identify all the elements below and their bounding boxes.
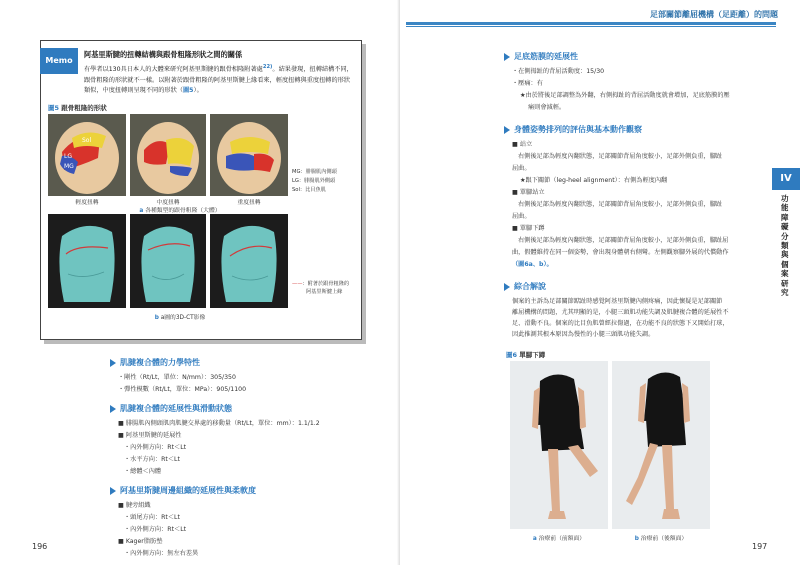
ct-image-moderate bbox=[130, 214, 206, 308]
section-heading-plantar: 足底筋膜的延展性 bbox=[504, 51, 578, 62]
chapter-title-vertical: 功能障礙分類與個案研究 bbox=[781, 194, 789, 298]
cadaver-photo-severe bbox=[210, 114, 288, 196]
ct-image-mild bbox=[48, 214, 126, 308]
text-line: ・在側拇趾的背屈活動度：15/30 bbox=[512, 68, 605, 75]
arrow-icon bbox=[110, 487, 116, 495]
text-line: 曲，假體維持在同一個姿勢，會出現身體朝右側彎。左側觀察腳外展的代償動作 bbox=[512, 249, 729, 256]
running-header: 足部關節離屈機構（足距離）的問題 bbox=[650, 10, 778, 19]
muscle-legend: MG：腓腸肌內側頭 LG：腓腸肌外側頭 Sol：比目魚肌 bbox=[292, 169, 337, 193]
memo-body: 有學者以130具日本人的大體來研究阿基里斯腱的跟骨相隆附著處$^{22)}$。結果發現，扭轉結構不同，跟骨粗隆的形狀就不一樣。以附著於跟骨粗隆的阿基里斯腱上緣看來，輕度扭轉與重度扭轉的形狀類似，中度扭轉則呈現不同的形狀（圖5）。 bbox=[84, 64, 353, 95]
section-heading-mechanical: 肌腱複合體的力學特性 bbox=[110, 357, 200, 368]
caption-a: a 各種類型的跟骨粗隆（大體） bbox=[139, 208, 221, 214]
text-line: ・壓痛：有 bbox=[512, 80, 543, 87]
caption-b: b a圖的3D-CT影像 bbox=[154, 315, 206, 321]
text-line: 右側後足部為輕度內翻狀態，足部關節背屈角度較小，足部外側負重，腳趾 bbox=[518, 153, 723, 160]
text-line: 右側後足部為輕度內翻狀態，足部關節背屈角度較小，足部外側負重，腳趾 bbox=[518, 201, 723, 208]
memo-tag: Memo bbox=[40, 48, 78, 74]
text-line: ■ Kager脂肪墊 bbox=[118, 538, 163, 545]
text-line: ★跟下關節（leg-heel alignment）：右側為輕度內翻 bbox=[520, 177, 668, 184]
text-line: ★由於將後足部調整為外翻，右側拇趾的背屈活動度就會增加，足底筋膜的壓 bbox=[520, 92, 730, 99]
text-line: 痛則會減輕。 bbox=[528, 104, 566, 111]
section-heading-posture: 身體姿勢排列的評估與基本動作觀察 bbox=[504, 124, 642, 135]
text-line: ■ 腱旁組織 bbox=[118, 502, 151, 509]
text-line: 右側後足部為輕度內翻狀態，足部關節背屈角度較小，足部外側負重，腳趾屈 bbox=[518, 237, 729, 244]
arrow-icon bbox=[504, 53, 510, 61]
section-heading-summary: 綜合解說 bbox=[504, 281, 546, 292]
fig6-caption-a: a 治療前（前額面） bbox=[532, 536, 586, 542]
svg-text:Sol: Sol bbox=[82, 137, 92, 144]
squat-photo-front bbox=[510, 361, 608, 529]
text-line: ・頭尾方向：Rt＜Lt bbox=[124, 514, 180, 521]
text-line: ・水平方向：Rt＜Lt bbox=[124, 456, 180, 463]
text-line: ・彈性模數（Rt/Lt，單位：MPa）：905/1100 bbox=[118, 386, 247, 393]
text-line: ・內外側方向：Rt＜Lt bbox=[124, 444, 187, 451]
section-heading-surrounding: 阿基里斯腱周邊組織的延展性與柔軟度 bbox=[110, 485, 256, 496]
arrow-icon bbox=[504, 126, 510, 134]
text-line: ・剛性（Rt/Lt，單位：N/mm）：305/350 bbox=[118, 374, 236, 381]
arrow-icon bbox=[110, 359, 116, 367]
text-line: 屈曲。 bbox=[512, 165, 531, 172]
text-line: ■ 單腳站立 bbox=[512, 189, 545, 196]
text-line: ■ 阿基里斯腱的延展性 bbox=[118, 432, 182, 439]
cadaver-photo-moderate bbox=[130, 114, 206, 196]
squat-photo-back bbox=[612, 361, 710, 529]
cadaver-photo-mild bbox=[48, 114, 126, 196]
right-page bbox=[400, 0, 800, 565]
svg-text:MG: MG bbox=[64, 163, 74, 170]
arrow-icon bbox=[504, 283, 510, 291]
section-heading-extensibility: 肌腱複合體的延展性與滑動狀態 bbox=[110, 403, 232, 414]
text-line: ・總體＜內體 bbox=[124, 468, 162, 475]
header-rule bbox=[406, 22, 776, 25]
photo-label-moderate: 中度扭轉 bbox=[156, 200, 180, 206]
text-line: ・內外側方向：Rt＜Lt bbox=[124, 526, 187, 533]
text-line: ■ 單腳下蹲 bbox=[512, 225, 545, 232]
photo-label-severe: 重度扭轉 bbox=[237, 200, 261, 206]
arrow-icon bbox=[110, 405, 116, 413]
photo-label-mild: 輕度扭轉 bbox=[75, 200, 99, 206]
memo-title: 阿基里斯腱的扭轉結構與跟骨粗隆形狀之間的關係 bbox=[84, 50, 243, 59]
text-line: 屈曲。 bbox=[512, 213, 531, 220]
fig6-caption-b: b 治療前（後額面） bbox=[634, 536, 688, 542]
svg-text:LG: LG bbox=[64, 153, 72, 160]
text-line: ・內外側方向：無左右差異 bbox=[124, 550, 199, 557]
ct-image-severe bbox=[210, 214, 288, 308]
text-line: ■ 腓腸肌內側頭肌肉肌腱交界處的移動量（Rt/Lt，單位：mm）：1.1/1.2 bbox=[118, 420, 320, 427]
page-number-right: 197 bbox=[752, 542, 768, 551]
figure-5-label: 圖5 跟骨粗隆的形狀 bbox=[48, 104, 107, 112]
header-rule-thin bbox=[406, 26, 776, 27]
figure-6-label: 圖6 單腳下蹲 bbox=[506, 351, 546, 359]
page-number-left: 196 bbox=[32, 542, 48, 551]
chapter-side-tab bbox=[772, 168, 800, 308]
summary-paragraph: 個案的主訴為足部關節踮趾時感覺阿基里斯腱內側疼痛，因此懷疑是足部關節 離屈機構的問題，尤其明顯的是，小腿三頭肌功能失調及肌腱複合體的延展性不 足、滑動不良。個案的比目魚肌曾經拉傷過，在功能不良的狀態下又開始打球， 因此推測其根本原因為慢性的小腿三頭肌功能失調。 bbox=[512, 298, 729, 338]
chapter-numeral: IV bbox=[772, 168, 800, 190]
ct-note: ——：附著於跟骨粗隆的 阿基里斯腱上緣 bbox=[292, 281, 350, 295]
text-line: ■ 站立 bbox=[512, 141, 533, 148]
figure-reference: （圖6a、b）。 bbox=[512, 261, 553, 268]
